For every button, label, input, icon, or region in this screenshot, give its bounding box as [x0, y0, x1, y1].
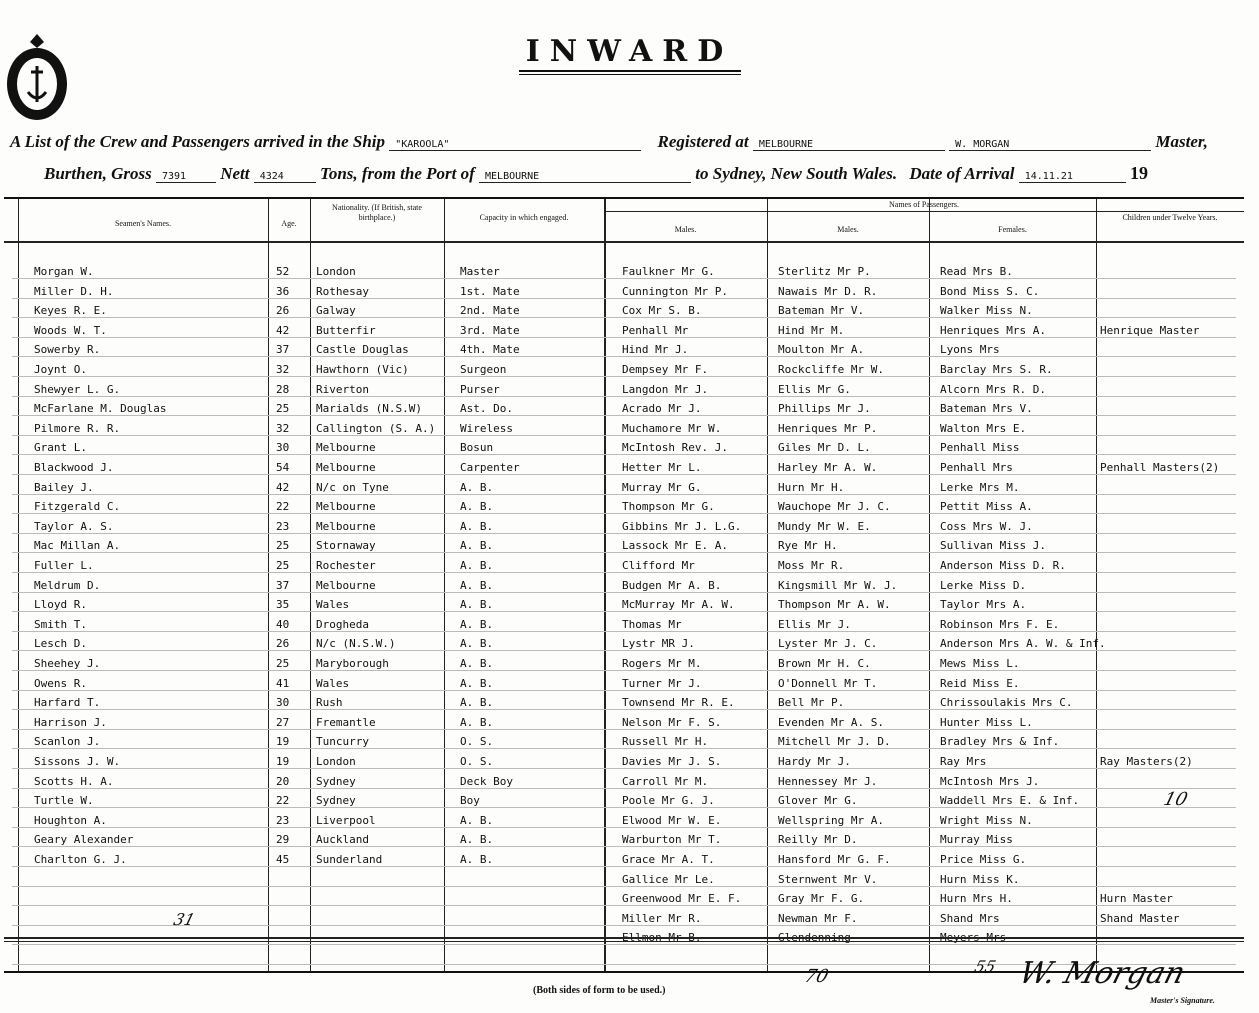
title-underline [519, 70, 741, 72]
crew-nationality: London [316, 265, 356, 278]
header-age: Age. [281, 219, 297, 228]
passenger-female: Lyons Mrs [940, 343, 1000, 357]
passenger-male-2: Newman Mr F. [778, 911, 858, 925]
crew-capacity: Carpenter [460, 461, 520, 474]
passenger-male-2: Glendenning [778, 931, 851, 945]
manifest-table [4, 197, 1244, 973]
crew-age: 25 [276, 559, 290, 572]
crew-nationality: Riverton [316, 382, 369, 396]
crew-name: Fuller L. [34, 559, 94, 572]
passenger-female: Wright Miss N. [940, 813, 1033, 827]
crew-capacity: Boy [460, 794, 480, 808]
header-children: Children under Twelve Years. [1122, 213, 1218, 222]
crew-name: Keyes R. E. [34, 304, 107, 318]
passenger-male-2: Rockcliffe Mr W. [778, 363, 884, 376]
passenger-male-2: Bateman Mr V. [778, 304, 865, 318]
crew-nationality: Callington (S. A.) [316, 421, 436, 435]
crew-capacity: A. B. [460, 578, 494, 592]
crew-capacity: 4th. Mate [460, 343, 520, 357]
crew-age: 30 [276, 441, 290, 455]
passenger-male-1: Russell Mr H. [622, 735, 709, 749]
crew-nationality: Butterfir [316, 323, 376, 337]
passenger-male-1: McMurray Mr A. W. [622, 598, 735, 612]
passenger-male-1: Elwood Mr W. E. [622, 813, 722, 827]
passenger-male-2: Mundy Mr W. E. [778, 519, 871, 533]
passenger-female: Hunter Miss L. [940, 715, 1033, 729]
passenger-male-1: Lassock Mr E. A. [622, 539, 728, 553]
arrival-date: 14.11.21 [1019, 171, 1126, 183]
passenger-female: Shand Mrs [940, 911, 1000, 925]
passenger-male-2: Glover Mr G. [778, 794, 858, 808]
passenger-male-1: McIntosh Rev. J. [622, 441, 728, 455]
crew-nationality: Rush [316, 696, 343, 710]
passenger-male-2: Kingsmill Mr W. J. [778, 578, 898, 592]
crew-capacity: O. S. [460, 755, 494, 768]
passenger-male-2: Hind Mr M. [778, 323, 845, 337]
crew-nationality: Auckland [316, 833, 369, 847]
arrival-label: Date of Arrival [909, 164, 1015, 183]
column-divider [18, 199, 19, 971]
passenger-female: Penhall Miss [940, 441, 1020, 455]
crew-nationality: Fremantle [316, 715, 376, 729]
crew-capacity: Wireless [460, 421, 513, 435]
crew-nationality: London [316, 755, 356, 768]
crew-age: 40 [276, 617, 290, 631]
passenger-header-rule [604, 211, 1244, 212]
header-males-1: Males. [674, 225, 697, 234]
passenger-tally: 70 [802, 966, 831, 987]
passenger-male-2: Gray Mr F. G. [778, 892, 865, 906]
passenger-male-2: Hardy Mr J. [778, 755, 851, 768]
crew-nationality: Sunderland [316, 853, 383, 866]
footer-note: (Both sides of form to be used.) [533, 985, 666, 996]
crew-name: Sissons J. W. [34, 755, 121, 768]
crew-nationality: Galway [316, 304, 356, 318]
crew-name: Lloyd R. [34, 598, 87, 612]
passenger-male-2: Ellis Mr G. [778, 382, 851, 396]
crew-name: Bailey J. [34, 480, 94, 494]
passenger-male-2: Bell Mr P. [778, 696, 845, 710]
header-passengers: Names of Passengers. [889, 200, 959, 209]
passenger-male-2: Sterlitz Mr P. [778, 265, 871, 278]
passenger-male-1: Clifford Mr [622, 559, 695, 572]
crew-age: 19 [276, 755, 290, 768]
crew-nationality: N/c on Tyne [316, 480, 389, 494]
passenger-male-1: Gallice Mr Le. [622, 872, 715, 886]
crew-nationality: Wales [316, 676, 350, 690]
crew-name: Sowerby R. [34, 343, 101, 357]
passenger-female: Waddell Mrs E. & Inf. [940, 794, 1080, 808]
passenger-male-1: Nelson Mr F. S. [622, 715, 722, 729]
crew-capacity: A. B. [460, 657, 494, 670]
crew-age: 28 [276, 382, 290, 396]
header-males-2: Males. [837, 225, 859, 234]
crew-age: 42 [276, 480, 290, 494]
passenger-female: McIntosh Mrs J. [940, 774, 1040, 788]
passenger-male-1: Lystr MR J. [622, 637, 695, 651]
passenger-male-2: Rye Mr H. [778, 539, 838, 553]
header-line-1 [10, 132, 1208, 152]
crew-age: 25 [276, 657, 290, 670]
crew-name: Smith T. [34, 617, 87, 631]
passenger-male-1: Penhall Mr [622, 323, 689, 337]
header-nationality: Nationality. (If British, state birthplace.) [332, 203, 422, 222]
crew-nationality: Maryborough [316, 657, 389, 670]
passenger-female: Chrissoulakis Mrs C. [940, 696, 1073, 710]
crew-nationality: Rothesay [316, 284, 369, 298]
crew-capacity: 2nd. Mate [460, 304, 520, 318]
crew-capacity: A. B. [460, 519, 494, 533]
passenger-female: Robinson Mrs F. E. [940, 617, 1060, 631]
nett-label: Nett [220, 164, 250, 183]
column-divider [310, 199, 311, 971]
crew-name: Shewyer L. G. [34, 382, 121, 396]
gross-tons: 7391 [156, 171, 216, 183]
crew-name: Mac Millan A. [34, 539, 121, 553]
crew-age: 20 [276, 774, 290, 788]
crew-name: Harfard T. [34, 696, 101, 710]
crew-capacity: Surgeon [460, 363, 507, 376]
passenger-male-2: Harley Mr A. W. [778, 461, 878, 474]
crew-nationality: Rochester [316, 559, 376, 572]
crew-capacity: A. B. [460, 617, 494, 631]
crew-name: Taylor A. S. [34, 519, 114, 533]
passenger-male-2: Lyster Mr J. C. [778, 637, 878, 651]
passenger-male-2: Wauchope Mr J. C. [778, 500, 891, 514]
crew-list-label: A List of the Crew and Passengers arrived in the Ship [10, 132, 385, 151]
crew-nationality: Stornaway [316, 539, 376, 553]
crew-age: 27 [276, 715, 290, 729]
closing-rule [4, 937, 1244, 939]
passenger-male-2: Brown Mr H. C. [778, 657, 871, 670]
passenger-child: Ray Masters(2) [1100, 755, 1193, 768]
passenger-female: Hurn Miss K. [940, 872, 1020, 886]
passenger-child: Penhall Masters(2) [1100, 461, 1220, 474]
passenger-male-1: Faulkner Mr G. [622, 265, 715, 278]
passenger-male-2: Sternwent Mr V. [778, 872, 878, 886]
passenger-male-2: Hurn Mr H. [778, 480, 845, 494]
crew-name: Joynt O. [34, 363, 87, 376]
closing-rule-2 [4, 941, 1244, 942]
crew-age: 32 [276, 363, 290, 376]
crew-nationality: Castle Douglas [316, 343, 409, 357]
passenger-female: Lerke Miss D. [940, 578, 1027, 592]
crew-age: 32 [276, 421, 290, 435]
passenger-male-2: Moulton Mr A. [778, 343, 865, 357]
passenger-child: Shand Master [1100, 911, 1180, 925]
master-signature-label: Master's Signature. [1150, 996, 1215, 1005]
passenger-male-2: Ellis Mr J. [778, 617, 851, 631]
crew-nationality: Wales [316, 598, 350, 612]
passenger-male-1: Turner Mr J. [622, 676, 702, 690]
passenger-male-1: Gibbins Mr J. L.G. [622, 519, 742, 533]
crew-capacity: A. B. [460, 637, 494, 651]
females-tally: 55 [972, 957, 998, 976]
passenger-female: Ray Mrs [940, 755, 987, 768]
passenger-male-1: Thomas Mr [622, 617, 682, 631]
passenger-male-1: Townsend Mr R. E. [622, 696, 735, 710]
crew-name: Charlton G. J. [34, 853, 127, 866]
crew-age: 26 [276, 304, 290, 318]
crew-tally: 31 [171, 910, 198, 929]
passenger-female: Pettit Miss A. [940, 500, 1033, 514]
passenger-female: Henriques Mrs A. [940, 323, 1046, 337]
burthen-label: Burthen, Gross [44, 164, 152, 183]
master-label: Master, [1155, 132, 1208, 151]
nett-tons: 4324 [254, 171, 316, 183]
crew-capacity: Deck Boy [460, 774, 513, 788]
crew-age: 37 [276, 578, 290, 592]
header-bottom-rule [4, 241, 1244, 243]
passenger-male-1: Cox Mr S. B. [622, 304, 702, 318]
crew-nationality: Sydney [316, 774, 356, 788]
crew-age: 25 [276, 539, 290, 553]
crew-name: Grant L. [34, 441, 87, 455]
registered-label: Registered at [657, 132, 749, 151]
crew-capacity: Bosun [460, 441, 494, 455]
crew-nationality: N/c (N.S.W.) [316, 637, 396, 651]
passenger-female: Anderson Mrs A. W. & Inf. [940, 637, 1106, 651]
crew-age: 23 [276, 519, 290, 533]
crew-nationality: Melbourne [316, 461, 376, 474]
crew-capacity: A. B. [460, 598, 494, 612]
crew-name: Blackwood J. [34, 461, 114, 474]
form-title: INWARD [525, 34, 734, 69]
crew-name: Harrison J. [34, 715, 107, 729]
passenger-male-1: Hetter Mr L. [622, 461, 702, 474]
crew-name: McFarlane M. Douglas [34, 402, 167, 416]
passenger-male-1: Poole Mr G. J. [622, 794, 715, 808]
crew-name: Woods W. T. [34, 323, 107, 337]
master-name: W. MORGAN [949, 139, 1151, 151]
passenger-female: Price Miss G. [940, 853, 1027, 866]
passenger-male-1: Grace Mr A. T. [622, 853, 715, 866]
crew-capacity: Purser [460, 382, 500, 396]
passenger-male-2: Henriques Mr P. [778, 421, 878, 435]
column-divider [767, 199, 768, 971]
passenger-male-2: O'Donnell Mr T. [778, 676, 878, 690]
crew-capacity: A. B. [460, 676, 494, 690]
crew-nationality: Melbourne [316, 500, 376, 514]
passenger-male-1: Acrado Mr J. [622, 402, 702, 416]
crew-nationality: Marialds (N.S.W) [316, 402, 422, 416]
crew-age: 23 [276, 813, 290, 827]
passenger-male-2: Moss Mr R. [778, 559, 845, 572]
passenger-male-2: Evenden Mr A. S. [778, 715, 884, 729]
crew-nationality: Liverpool [316, 813, 376, 827]
passenger-female: Reid Miss E. [940, 676, 1020, 690]
passenger-male-2: Nawais Mr D. R. [778, 284, 878, 298]
crew-name: Morgan W. [34, 265, 94, 278]
crew-nationality: Melbourne [316, 441, 376, 455]
passenger-male-2: Mitchell Mr J. D. [778, 735, 891, 749]
passenger-male-1: Greenwood Mr E. F. [622, 892, 742, 906]
passenger-female: Coss Mrs W. J. [940, 519, 1033, 533]
column-divider [268, 199, 269, 971]
crew-name: Scanlon J. [34, 735, 101, 749]
passenger-male-1: Langdon Mr J. [622, 382, 709, 396]
destination-label: to Sydney, New South Wales. [695, 164, 898, 183]
crew-capacity: A. B. [460, 480, 494, 494]
crew-name: Lesch D. [34, 637, 87, 651]
passenger-male-1: Carroll Mr M. [622, 774, 709, 788]
crew-capacity: A. B. [460, 833, 494, 847]
column-divider [1096, 199, 1097, 971]
passenger-female: Alcorn Mrs R. D. [940, 382, 1046, 396]
crew-age: 35 [276, 598, 290, 612]
passenger-male-1: Dempsey Mr F. [622, 363, 709, 376]
passenger-male-1: Davies Mr J. S. [622, 755, 722, 768]
crew-age: 52 [276, 265, 290, 278]
crew-capacity: A. B. [460, 853, 494, 866]
crew-capacity: A. B. [460, 500, 494, 514]
crew-age: 36 [276, 284, 290, 298]
crew-nationality: Melbourne [316, 519, 376, 533]
passenger-male-2: Phillips Mr J. [778, 402, 871, 416]
crew-age: 42 [276, 323, 290, 337]
passenger-male-1: Muchamore Mr W. [622, 421, 722, 435]
crew-age: 30 [276, 696, 290, 710]
ship-name: "KAROOLA" [389, 139, 641, 151]
crew-name: Meldrum D. [34, 578, 101, 592]
crew-capacity: A. B. [460, 696, 494, 710]
passenger-female: Taylor Mrs A. [940, 598, 1027, 612]
passenger-male-1: Thompson Mr G. [622, 500, 715, 514]
crew-capacity: 1st. Mate [460, 284, 520, 298]
crew-age: 22 [276, 794, 290, 808]
crew-capacity: 3rd. Mate [460, 323, 520, 337]
passenger-female: Mews Miss L. [940, 657, 1020, 670]
crew-nationality: Sydney [316, 794, 356, 808]
crew-capacity: A. B. [460, 559, 494, 572]
crew-age: 25 [276, 402, 290, 416]
passenger-female: Walker Miss N. [940, 304, 1033, 318]
passenger-male-1: Miller Mr R. [622, 911, 702, 925]
crew-nationality: Hawthorn (Vic) [316, 363, 409, 376]
crew-name: Owens R. [34, 676, 87, 690]
passenger-male-1: Murray Mr G. [622, 480, 702, 494]
crew-age: 45 [276, 853, 290, 866]
column-divider [929, 199, 930, 971]
passenger-male-2: Wellspring Mr A. [778, 813, 884, 827]
crew-name: Houghton A. [34, 813, 107, 827]
crew-name: Scotts H. A. [34, 774, 114, 788]
passenger-male-1: Ellmon Mr B. [622, 931, 702, 945]
column-divider [444, 199, 445, 971]
passenger-male-1: Budgen Mr A. B. [622, 578, 722, 592]
passenger-male-2: Hansford Mr G. F. [778, 853, 891, 866]
passenger-child: Henrique Master [1100, 323, 1200, 337]
passenger-female: Murray Miss [940, 833, 1013, 847]
crew-capacity: A. B. [460, 715, 494, 729]
passenger-female: Bond Miss S. C. [940, 284, 1040, 298]
passenger-male-1: Cunnington Mr P. [622, 284, 728, 298]
crew-age: 22 [276, 500, 290, 514]
passenger-female: Anderson Miss D. R. [940, 559, 1066, 572]
crew-age: 29 [276, 833, 290, 847]
from-port: MELBOURNE [479, 171, 691, 183]
passenger-female: Lerke Mrs M. [940, 480, 1020, 494]
crew-name: Sheehey J. [34, 657, 101, 670]
passenger-female: Bradley Mrs & Inf. [940, 735, 1060, 749]
crew-name: Fitzgerald C. [34, 500, 121, 514]
passenger-female: Hurn Mrs H. [940, 892, 1013, 906]
crew-name: Turtle W. [34, 794, 94, 808]
tons-from-label: Tons, from the Port of [320, 164, 475, 183]
crew-nationality: Melbourne [316, 578, 376, 592]
passenger-male-2: Hennessey Mr J. [778, 774, 878, 788]
crew-name: Geary Alexander [34, 833, 134, 847]
crew-name: Pilmore R. R. [34, 421, 121, 435]
passenger-female: Meyers Mrs [940, 931, 1007, 945]
passenger-female: Barclay Mrs S. R. [940, 363, 1053, 376]
passenger-female: Bateman Mrs V. [940, 402, 1033, 416]
crew-capacity: O. S. [460, 735, 494, 749]
crew-capacity: A. B. [460, 813, 494, 827]
passenger-male-2: Giles Mr D. L. [778, 441, 871, 455]
crew-age: 26 [276, 637, 290, 651]
header-females: Females. [998, 225, 1027, 234]
master-signature: W. Morgan [1015, 956, 1189, 991]
passenger-female: Read Mrs B. [940, 265, 1013, 278]
crew-nationality: Tuncurry [316, 735, 369, 749]
passenger-male-1: Rogers Mr M. [622, 657, 702, 670]
registered-port: MELBOURNE [753, 139, 945, 151]
column-divider [604, 199, 606, 971]
crew-capacity: Master [460, 265, 500, 278]
crew-nationality: Drogheda [316, 617, 369, 631]
header-line-2 [44, 163, 1148, 184]
children-tally: 10 [1161, 789, 1190, 810]
year-label: 19 [1129, 163, 1148, 183]
crew-capacity: Ast. Do. [460, 402, 513, 416]
crew-age: 41 [276, 676, 290, 690]
passenger-female: Walton Mrs E. [940, 421, 1027, 435]
passenger-male-2: Thompson Mr A. W. [778, 598, 891, 612]
header-seamen-names: Seamen's Names. [114, 219, 172, 228]
passenger-male-1: Hind Mr J. [622, 343, 689, 357]
passenger-female: Penhall Mrs [940, 461, 1013, 474]
title-underline-2 [519, 74, 741, 75]
crew-capacity: A. B. [460, 539, 494, 553]
crew-age: 37 [276, 343, 290, 357]
passenger-male-1: Warburton Mr T. [622, 833, 722, 847]
header-capacity: Capacity in which engaged. [479, 213, 569, 222]
passenger-female: Sullivan Miss J. [940, 539, 1046, 553]
crew-age: 54 [276, 461, 290, 474]
crew-age: 19 [276, 735, 290, 749]
passenger-child: Hurn Master [1100, 892, 1173, 906]
crew-name: Miller D. H. [34, 284, 114, 298]
passenger-male-2: Reilly Mr D. [778, 833, 858, 847]
